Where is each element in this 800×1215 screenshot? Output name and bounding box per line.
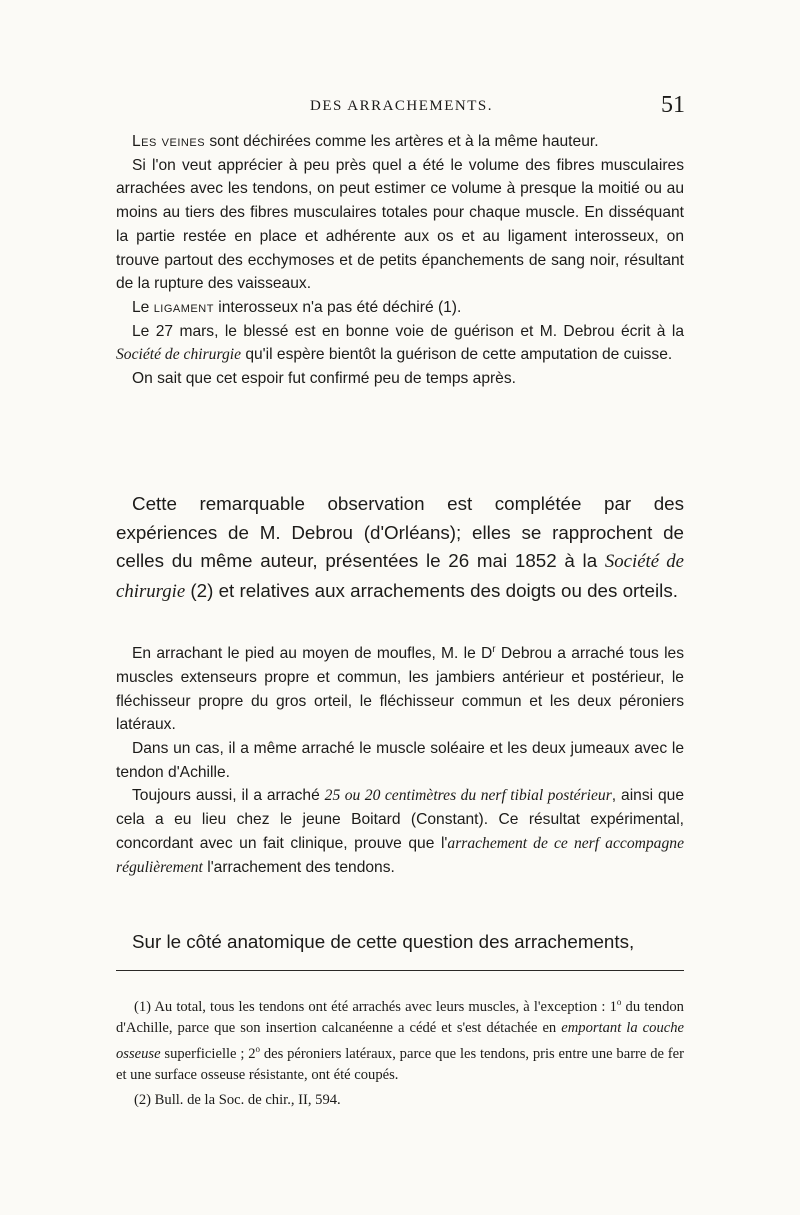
paragraph-muscle-volume: Si l'on veut apprécier à peu près quel a été le volume des fibres musculaires arrachées avec les tendons, on peut estimer ce volume à presque la moitié ou au moins au tiers des fibres musculaires totales pour chaque muscle. En disséquant la partie restée en place et adhérente aux os et au ligament interosseux, on trouve partout des ecchymoses et de petits épanchements de sang noir, résultant de la rupture des vaisseaux. <box>116 156 684 293</box>
paragraph-remarkable-observation <box>116 490 684 606</box>
superscript-r: r <box>492 644 496 655</box>
emphasis-arrachement-nerf: arrachement de ce nerf accompagne régulièrement <box>116 834 684 876</box>
paragraph-march-27-text: qu'il espère bientôt la guérison de cette amputation de cuisse. <box>241 346 673 364</box>
smallcaps-veines: Les veines <box>132 133 206 150</box>
paragraph-nerve-mid: , ainsi que cela a eu lieu chez le jeune Boitard (Constant). Ce résultat expérimental, concordant avec un fait clinique, prouve que l' <box>116 787 685 852</box>
emphasis-societe-chirurgie: Société de chirurgie <box>116 346 241 364</box>
paragraph-march-27 <box>116 320 684 367</box>
emphasis-couche-osseuse: emportant la couche osseuse <box>116 1020 684 1063</box>
paragraph-nerve-text: l'arrachement des tendons. <box>202 858 395 876</box>
paragraph-ligament-pre: Le <box>132 298 154 316</box>
superscript-o-2: o <box>255 1044 261 1055</box>
footnote-1 <box>116 992 684 1087</box>
footnote-1-text: des péroniers latéraux, parce que les tendons, pris entre une barre de fer et une surface osseuse résistante, ont été coupés. <box>116 1046 684 1084</box>
section-anatomical-side <box>116 928 684 957</box>
running-head-title: DES ARRACHEMENTS. <box>309 98 494 114</box>
paragraph-ligament-text: interosseux n'a pas été déchiré (1). <box>213 298 462 316</box>
paragraph-ligament <box>116 296 684 320</box>
footnote-1-pre: (1) Au total, tous les tendons ont été arrachés avec leurs muscles, à l'exception : 1 <box>134 998 617 1015</box>
paragraph-veins <box>116 130 684 154</box>
paragraph-tibial-nerve <box>116 784 684 879</box>
paragraph-observation-text: (2) et relatives aux arrachements des doigts ou des orteils. <box>185 579 678 601</box>
emphasis-nerf-tibial: 25 ou 20 centimètres du nerf tibial postérieur <box>324 787 612 805</box>
smallcaps-ligament: ligament <box>153 298 214 316</box>
paragraph-foot-pulling <box>116 638 684 737</box>
paragraph-foot-text: Debrou a arraché tous les muscles extenseurs propre et commun, les jambiers antérieur et postérieur, le fléchisseur propre du gros orteil, le fléchisseur commun et les deux péroniers latéraux. <box>116 645 684 734</box>
page-number: 51 <box>661 92 685 118</box>
footnote-1-mid: du tendon d'Achille, parce que son insertion calcanéenne a cédé et s'est détachée en <box>116 998 684 1037</box>
paragraph-anatomical-side: Sur le côté anatomique de cette question des arrachements, <box>132 931 635 952</box>
paragraph-veins-text: sont déchirées comme les artères et à la même hauteur. <box>205 133 599 150</box>
paragraph-hope-confirmed: On sait que cet espoir fut confirmé peu de temps après. <box>132 370 516 388</box>
footnote-divider <box>116 970 684 971</box>
paragraph-nerve-pre: Toujours aussi, il a arraché <box>132 787 325 805</box>
section-veins-and-ligament <box>116 130 684 391</box>
section-foot-experiment <box>116 638 684 879</box>
footnotes <box>116 992 684 1111</box>
section-debrou-experiments <box>116 490 684 606</box>
footnote-2: (2) Bull. de la Soc. de chir., II, 594. <box>134 1091 341 1108</box>
paragraph-march-27-pre: Le 27 mars, le blessé est en bonne voie de guérison et M. Debrou écrit à la <box>132 322 684 340</box>
superscript-o-1: o <box>616 997 622 1007</box>
paragraph-soleus: Dans un cas, il a même arraché le muscle soléaire et les deux jumeaux avec le tendon d'Achille. <box>116 740 684 781</box>
running-head <box>118 92 685 124</box>
paragraph-foot-pre: En arrachant le pied au moyen de moufles, M. le D <box>132 645 493 663</box>
paragraph-observation-pre: Cette remarquable observation est complétée par des expériences de M. Debrou (d'Orléans); elles se rapprochent de celles du même auteur, présentées le 26 mai 1852 à la <box>116 493 684 571</box>
emphasis-societe-chirurgie-2: Société de chirurgie <box>116 551 684 602</box>
footnote-1-mid2: superficielle ; 2 <box>160 1046 256 1063</box>
